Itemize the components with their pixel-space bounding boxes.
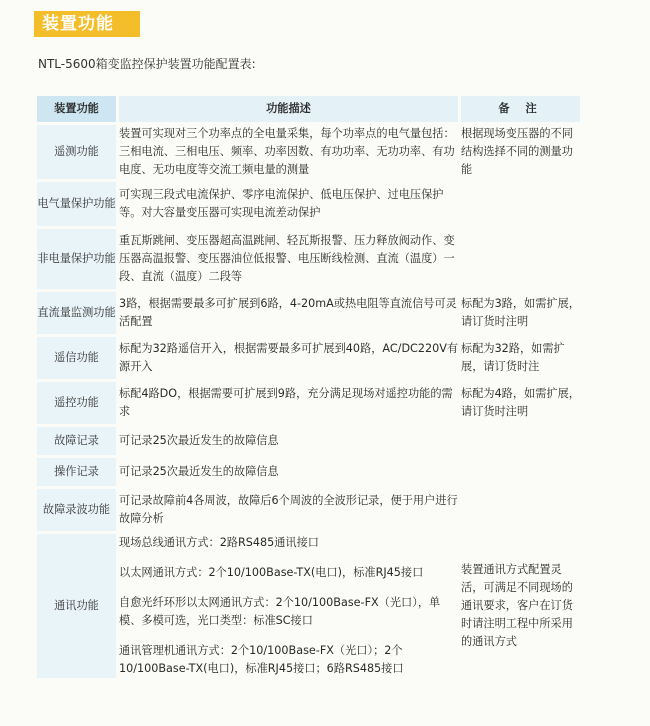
section-title: 装置功能 <box>42 14 114 34</box>
table-caption: NTL-5600箱变监控保护装置功能配置表: <box>38 57 256 71</box>
row-remark <box>461 182 580 226</box>
function-config-table <box>37 93 580 681</box>
row-remark <box>461 229 580 289</box>
row-function-name: 故障记录 <box>37 427 119 455</box>
row-function-name: 遥控功能 <box>37 382 119 424</box>
row-description: 可记录25次最近发生的故障信息 <box>119 434 279 447</box>
table-row <box>37 382 580 424</box>
row-function-name: 故障录波功能 <box>37 489 119 531</box>
row-remark <box>461 427 580 455</box>
table-row <box>37 458 580 486</box>
row-remark: 标配为32路，如需扩展，请订货时注 <box>461 342 565 373</box>
row-function-name: 遥测功能 <box>37 125 119 179</box>
row-remark: 标配为3路，如需扩展，请订货时注明 <box>461 297 580 328</box>
row-description: 装置可实现对三个功率点的全电量采集，每个功率点的电气量包括：三相电流、三相电压、频率、功率因数、有功功率、无功功率、有功电度、无功电度等交流工频电量的测量 <box>119 127 455 176</box>
row-description: 重瓦斯跳闸、变压器超高温跳闸、轻瓦斯报警、压力释放阀动作、变压器高温报警、变压器油位低报警、电压断线检测、直流（温度）一段、直流（温度）二段等 <box>119 234 455 283</box>
header-description: 功能描述 <box>119 96 461 122</box>
row-function-name: 电气量保护功能 <box>37 182 119 226</box>
table-row <box>37 182 580 226</box>
section-banner <box>34 11 140 37</box>
header-remark: 备 注 <box>461 96 580 122</box>
row-description: 可记录故障前4各周波，故障后6个周波的全波形记录，便于用户进行故障分析 <box>119 494 458 525</box>
comm-ethernet-line: 以太网通讯方式：2个10/100Base-TX(电口)，标准RJ45接口 <box>119 566 424 579</box>
table-row-communication <box>37 534 580 678</box>
row-function-name: 遥信功能 <box>37 337 119 379</box>
row-remark <box>461 458 580 486</box>
table-row <box>37 292 580 334</box>
comm-manager-line: 通讯管理机通讯方式：2个10/100Base-FX（光口）；2个10/100Base-TX(电口)，标准RJ45接口；6路RS485接口 <box>119 644 404 675</box>
row-description: 标配为32路遥信开入，根据需要最多可扩展到40路，AC/DC220V有源开入 <box>119 342 459 373</box>
row-function-name: 非电量保护功能 <box>37 229 119 289</box>
row-description: 可实现三段式电流保护、零序电流保护、低电压保护、过电压保护等。对大容量变压器可实现电流差动保护 <box>119 188 444 219</box>
row-function-name: 直流量监测功能 <box>37 292 119 334</box>
table-row <box>37 229 580 289</box>
row-function-name: 通讯功能 <box>37 534 119 678</box>
table-row <box>37 337 580 379</box>
row-remark: 根据现场变压器的不同结构选择不同的测量功能 <box>461 127 573 176</box>
row-description: 3路，根据需要最多可扩展到6路，4-20mA或热电阻等直流信号可灵活配置 <box>119 297 457 328</box>
row-function-name: 操作记录 <box>37 458 119 486</box>
row-remark: 标配为4路，如需扩展，请订货时注明 <box>461 387 580 418</box>
comm-fieldbus-line: 现场总线通讯方式：2路RS485通讯接口 <box>119 536 319 549</box>
table-row <box>37 489 580 531</box>
comm-fiber-ring-line: 自愈光纤环形以太网通讯方式：2个10/100Base-FX（光口），单模、多模可选，光口类型：标准SC接口 <box>119 596 441 627</box>
table-row <box>37 125 580 179</box>
row-description <box>119 534 461 678</box>
row-description: 标配4路DO，根据需要可扩展到9路，充分满足现场对遥控功能的需求 <box>119 387 453 418</box>
header-function: 装置功能 <box>37 96 119 122</box>
table-header-row <box>37 96 580 122</box>
row-remark: 装置通讯方式配置灵活，可满足不同现场的通讯要求，客户在订货时请注明工程中所采用的通讯方式 <box>461 563 573 648</box>
row-remark <box>461 489 580 531</box>
table-row <box>37 427 580 455</box>
row-description: 可记录25次最近发生的故障信息 <box>119 465 279 478</box>
